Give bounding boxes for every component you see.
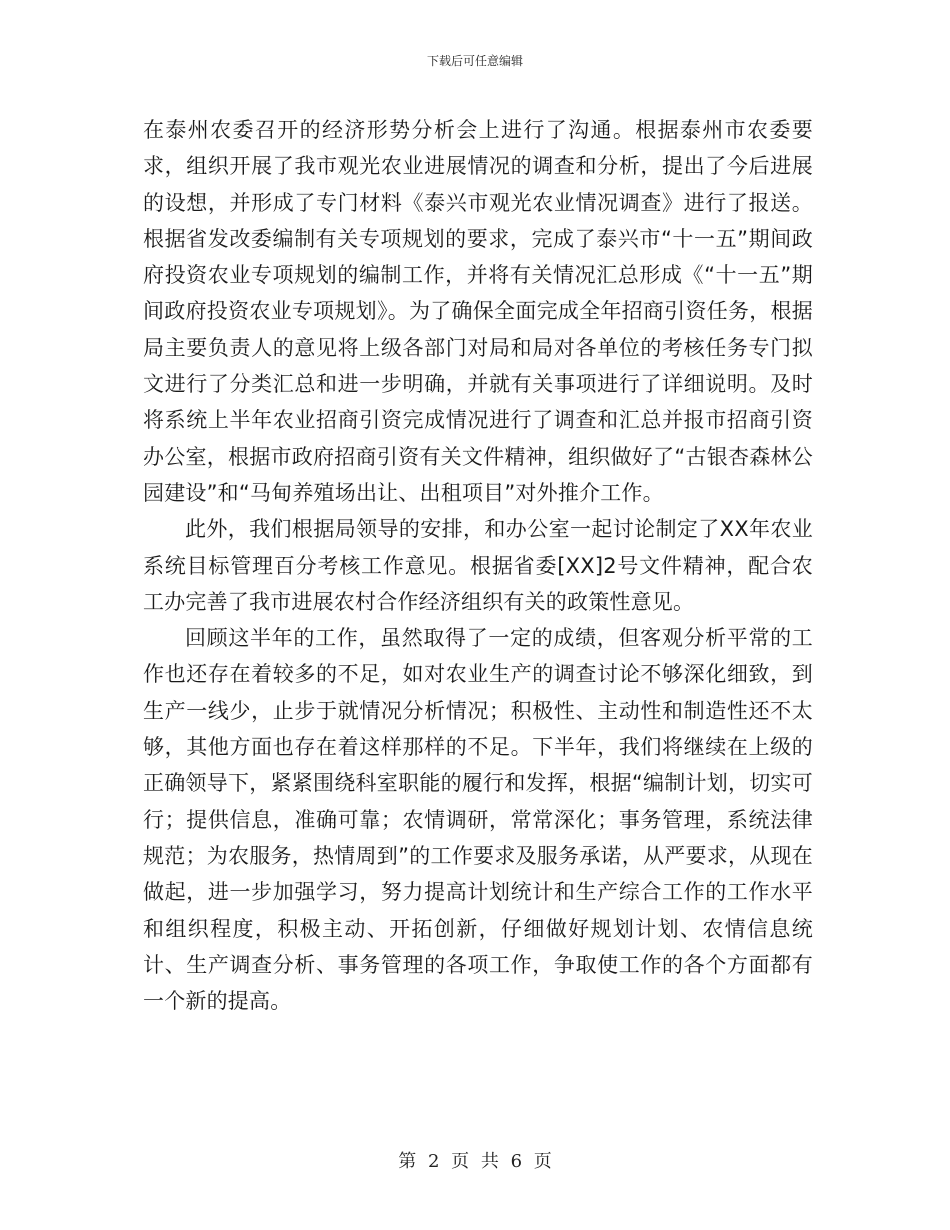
- page-number: 第 2 页 共 6 页: [398, 1151, 552, 1172]
- page-header: 下载后可任意编辑: [426, 54, 523, 68]
- document-body: [143, 112, 813, 1019]
- paragraph-additional-work: 此外，我们根据局领导的安排，和办公室一起讨论制定了XX年农业系统目标管理百分考核工作意见。根据省委[XX]2号文件精神，配合农工办完善了我市进展农村合作经济组织有关的政策性意见。: [143, 517, 813, 614]
- paragraph-continued: 在泰州农委召开的经济形势分析会上进行了沟通。根据泰州市农委要求，组织开展了我市观光农业进展情况的调查和分析，提出了今后进展的设想，并形成了专门材料《泰兴市观光农业情况调查》进行了报送。根据省发改委编制有关专项规划的要求，完成了泰兴市“十一五”期间政府投资农业专项规划的编制工作，并将有关情况汇总形成《“十一五”期间政府投资农业专项规划》。为了确保全面完成全年招商引资任务，根据局主要负责人的意见将上级各部门对局和局对各单位的考核任务专门拟文进行了分类汇总和进一步明确，并就有关事项进行了详细说明。及时将系统上半年农业招商引资完成情况进行了调查和汇总并报市招商引资办公室，根据市政府招商引资有关文件精神，组织做好了“古银杏森林公园建设”和“马甸养殖场出让、出租项目”对外推介工作。: [143, 118, 813, 505]
- paragraph-review: 回顾这半年的工作，虽然取得了一定的成绩，但客观分析平常的工作也还存在着较多的不足，如对农业生产的调查讨论不够深化细致，到生产一线少，止步于就情况分析情况；积极性、主动性和制造性还不太够，其他方面也存在着这样那样的不足。下半年，我们将继续在上级的正确领导下，紧紧围绕科室职能的履行和发挥，根据“编制计划，切实可行；提供信息，准确可靠；农情调研，常常深化；事务管理，系统法律规范；为农服务，热情周到”的工作要求及服务承诺，从严要求，从现在做起，进一步加强学习，努力提高计划统计和生产综合工作的工作水平和组织程度，积极主动、开拓创新，仔细做好规划计划、农情信息统计、生产调查分析、事务管理的各项工作，争取使工作的各个方面都有一个新的提高。: [143, 626, 813, 1014]
